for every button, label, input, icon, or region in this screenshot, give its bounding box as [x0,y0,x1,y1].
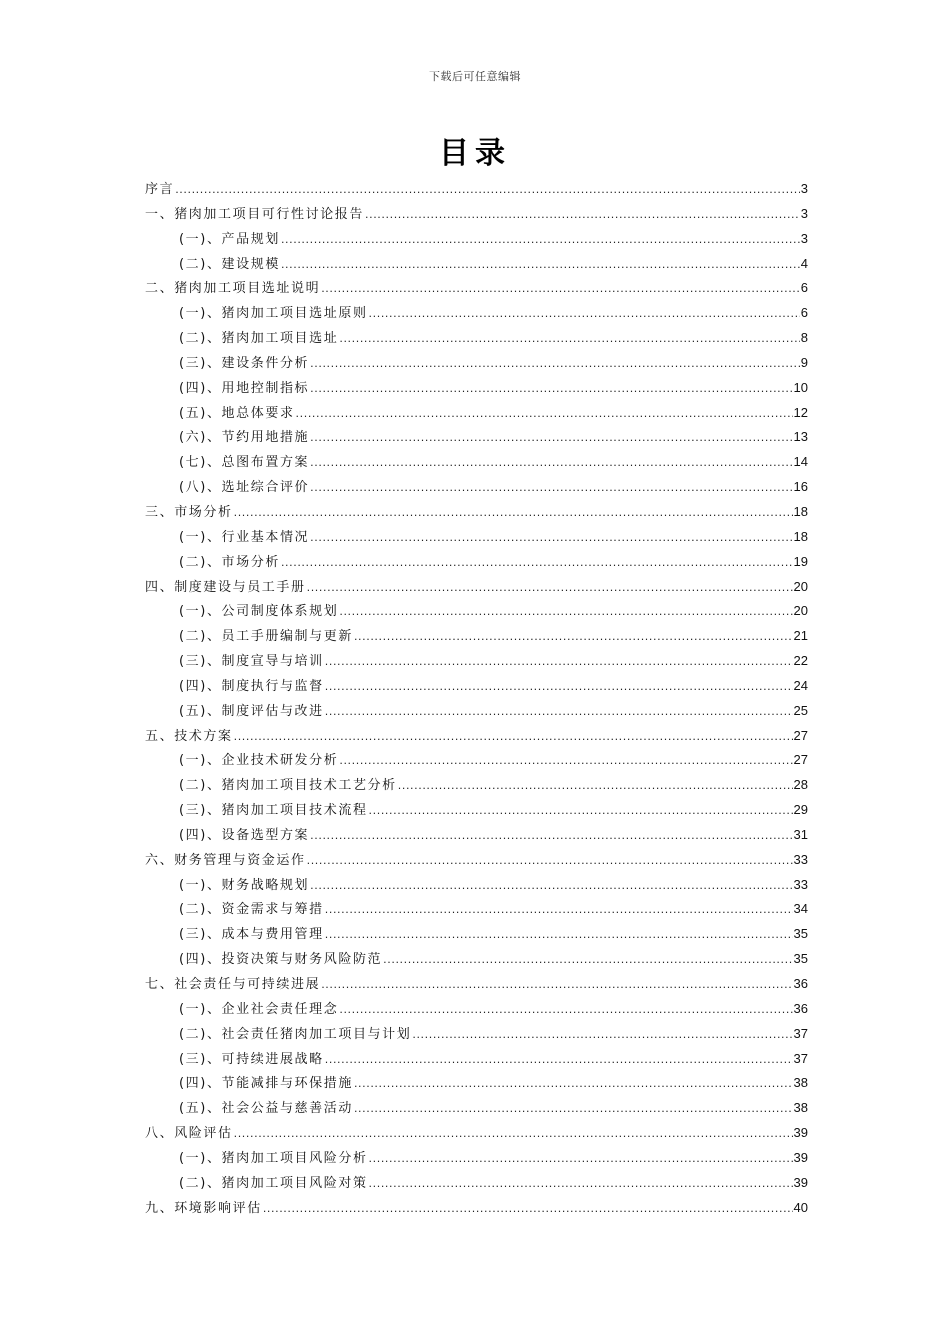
toc-entry-page-number: 10 [793,379,808,395]
toc-dot-leader [325,903,793,916]
toc-dot-leader [310,829,792,842]
toc-entry-page-number: 13 [793,429,808,445]
toc-entry-page-number: 3 [800,205,808,221]
toc-entry-page-number: 33 [793,876,808,892]
toc-dot-leader [234,1127,793,1140]
toc-entry-page-number: 31 [793,826,808,842]
toc-entry-page-number: 39 [793,1174,808,1190]
toc-dot-leader [398,779,793,792]
toc-entry[interactable] [145,576,808,601]
toc-dot-leader [354,630,793,643]
toc-entry[interactable] [145,476,808,501]
toc-entry[interactable] [145,650,808,675]
toc-entry-label: (二)、社会责任猪肉加工项目与计划 [179,1026,412,1042]
toc-dot-leader [412,1028,792,1041]
toc-dot-leader [234,506,793,519]
toc-entry-label: (三)、建设条件分析 [179,355,310,371]
toc-entry-page-number: 28 [793,777,808,793]
toc-entry-label: 七、社会责任与可持续进展 [145,977,321,992]
toc-entry-page-number: 16 [793,479,808,495]
toc-dot-leader [354,1102,793,1115]
toc-entry[interactable] [145,849,808,874]
toc-entry-page-number: 27 [793,752,808,768]
toc-dot-leader [310,879,792,892]
toc-entry-label: (二)、建设规模 [179,256,280,272]
toc-dot-leader [325,655,793,668]
toc-entry[interactable] [145,253,808,278]
toc-entry-page-number: 18 [793,503,808,519]
toc-entry[interactable] [145,526,808,551]
toc-entry-label: (一)、猪肉加工项目风险分析 [179,1150,368,1166]
toc-entry[interactable] [145,1172,808,1197]
toc-dot-leader [321,282,800,295]
toc-entry-page-number: 8 [800,330,808,346]
toc-entry-label: (三)、制度宣导与培训 [179,654,324,670]
toc-entry[interactable] [145,277,808,302]
table-of-contents [145,178,808,1221]
toc-entry-page-number: 24 [793,677,808,693]
toc-entry-label: 三、市场分析 [145,504,233,520]
toc-entry-page-number: 25 [793,702,808,718]
toc-entry-label: 一、猪肉加工项目可行性讨论报告 [145,206,365,222]
toc-entry[interactable] [145,352,808,377]
toc-entry-label: (二)、猪肉加工项目技术工艺分析 [179,778,397,794]
toc-dot-leader [281,258,800,271]
toc-entry-label: (八)、选址综合评价 [179,480,310,496]
toc-entry[interactable] [145,799,808,824]
toc-entry[interactable] [145,1072,808,1097]
toc-dot-leader [369,1177,793,1190]
toc-entry-page-number: 4 [800,255,808,271]
toc-dot-leader [296,407,793,420]
toc-entry-label: 六、财务管理与资金运作 [145,852,306,868]
toc-entry[interactable] [145,675,808,700]
toc-entry-label: 九、环境影响评估 [145,1200,262,1216]
toc-dot-leader [281,556,793,569]
toc-entry-page-number: 22 [793,653,808,669]
toc-entry-label: (一)、公司制度体系规划 [179,604,339,620]
toc-dot-leader [339,1003,792,1016]
toc-dot-leader [325,928,793,941]
toc-dot-leader [310,357,800,370]
toc-dot-leader [325,680,793,693]
toc-entry-label: (一)、企业社会责任理念 [179,1001,339,1017]
toc-entry-label: (三)、猪肉加工项目技术流程 [179,803,368,819]
toc-entry[interactable] [145,998,808,1023]
toc-entry-page-number: 19 [793,553,808,569]
toc-entry-label: 序言 [145,182,175,197]
toc-entry-label: (四)、设备选型方案 [179,827,310,843]
toc-entry[interactable] [145,774,808,799]
toc-dot-leader [281,233,800,246]
toc-entry-page-number: 34 [793,901,808,917]
toc-entry[interactable] [145,1023,808,1048]
toc-entry-label: (三)、成本与费用管理 [179,927,324,943]
toc-entry-page-number: 18 [793,528,808,544]
toc-dot-leader [369,804,793,817]
toc-entry[interactable] [145,1147,808,1172]
toc-dot-leader [325,1053,793,1066]
toc-entry[interactable] [145,178,808,203]
toc-entry-page-number: 37 [793,1025,808,1041]
toc-entry-page-number: 29 [793,802,808,818]
toc-entry-label: (一)、企业技术研发分析 [179,753,339,769]
toc-dot-leader [339,332,799,345]
toc-entry-page-number: 37 [793,1050,808,1066]
toc-entry-label: 八、风险评估 [145,1126,233,1142]
toc-dot-leader [307,854,793,867]
toc-entry[interactable] [145,700,808,725]
toc-entry-label: (二)、员工手册编制与更新 [179,629,353,645]
toc-dot-leader [369,307,800,320]
toc-entry-label: (一)、行业基本情况 [179,529,310,545]
toc-dot-leader [310,456,792,469]
toc-entry-label: (五)、地总体要求 [179,405,295,421]
toc-dot-leader [310,431,792,444]
toc-dot-leader [354,1077,793,1090]
toc-dot-leader [307,581,793,594]
toc-entry[interactable] [145,725,808,750]
toc-entry-label: (一)、猪肉加工项目选址原则 [179,306,368,322]
toc-entry[interactable] [145,402,808,427]
toc-entry-page-number: 20 [793,578,808,594]
toc-entry[interactable] [145,203,808,228]
toc-entry[interactable] [145,302,808,327]
toc-entry-page-number: 39 [793,1125,808,1141]
toc-entry-label: 四、制度建设与员工手册 [145,579,306,595]
toc-entry-label: (四)、投资决策与财务风险防范 [179,952,383,968]
toc-dot-leader [321,978,792,991]
toc-entry-label: (二)、资金需求与筹措 [179,902,324,918]
toc-entry-page-number: 6 [800,305,808,321]
toc-entry-page-number: 3 [800,230,808,246]
toc-entry[interactable] [145,426,808,451]
toc-dot-leader [175,183,800,196]
toc-entry-page-number: 38 [793,1075,808,1091]
toc-entry[interactable] [145,327,808,352]
toc-entry-page-number: 36 [793,976,808,991]
toc-entry[interactable] [145,948,808,973]
toc-entry[interactable] [145,551,808,576]
toc-entry-label: (二)、猪肉加工项目选址 [179,331,339,347]
toc-entry-page-number: 36 [793,1000,808,1016]
toc-dot-leader [263,1202,793,1215]
toc-entry-page-number: 38 [793,1100,808,1116]
toc-entry-page-number: 35 [793,926,808,942]
toc-entry[interactable] [145,625,808,650]
toc-entry-label: 二、猪肉加工项目选址说明 [145,281,321,297]
toc-entry-label: (三)、可持续进展战略 [179,1051,324,1067]
toc-entry[interactable] [145,501,808,526]
toc-entry[interactable] [145,824,808,849]
toc-entry[interactable] [145,228,808,253]
toc-entry-label: (四)、制度执行与监督 [179,678,324,694]
toc-entry[interactable] [145,451,808,476]
toc-dot-leader [339,605,792,618]
toc-dot-leader [310,531,792,544]
toc-dot-leader [310,382,792,395]
toc-entry-page-number: 20 [793,603,808,619]
toc-entry-label: (七)、总图布置方案 [179,455,310,471]
toc-entry-page-number: 40 [793,1199,808,1215]
toc-dot-leader [310,481,792,494]
toc-entry-label: (六)、节约用地措施 [179,430,310,446]
toc-entry-label: 五、技术方案 [145,728,233,744]
toc-entry-label: (二)、猪肉加工项目风险对策 [179,1175,368,1191]
toc-dot-leader [325,705,793,718]
toc-entry[interactable] [145,1048,808,1073]
toc-entry[interactable] [145,973,808,998]
toc-entry[interactable] [145,1097,808,1122]
toc-entry-page-number: 21 [793,628,808,644]
toc-title: 目录 [439,136,511,171]
toc-entry-page-number: 9 [800,354,808,370]
toc-dot-leader [383,953,792,966]
toc-entry-page-number: 27 [793,727,808,743]
toc-entry[interactable] [145,749,808,774]
toc-entry[interactable] [145,898,808,923]
toc-entry[interactable] [145,377,808,402]
toc-entry-page-number: 39 [793,1149,808,1165]
toc-dot-leader [339,754,792,767]
toc-entry[interactable] [145,1197,808,1222]
toc-dot-leader [369,1152,793,1165]
toc-entry-label: (五)、社会公益与慈善活动 [179,1101,353,1117]
toc-entry-label: (四)、节能减排与环保措施 [179,1076,353,1092]
toc-entry-page-number: 12 [793,404,808,420]
toc-entry-page-number: 14 [793,454,808,470]
toc-dot-leader [234,730,793,743]
toc-entry-label: (五)、制度评估与改进 [179,703,324,719]
toc-entry-label: (一)、财务战略规划 [179,877,310,893]
toc-entry-page-number: 33 [793,851,808,867]
toc-entry[interactable] [145,923,808,948]
toc-entry-label: (一)、产品规划 [179,231,280,247]
toc-dot-leader [365,208,800,221]
page-header-note: 下载后可任意编辑 [429,70,521,83]
toc-entry[interactable] [145,600,808,625]
toc-entry-label: (四)、用地控制指标 [179,380,310,396]
toc-entry-page-number: 6 [800,280,808,296]
toc-entry-page-number: 35 [793,951,808,967]
toc-entry-page-number: 3 [800,181,808,196]
toc-entry[interactable] [145,1122,808,1147]
toc-entry[interactable] [145,874,808,899]
toc-entry-label: (二)、市场分析 [179,554,280,570]
